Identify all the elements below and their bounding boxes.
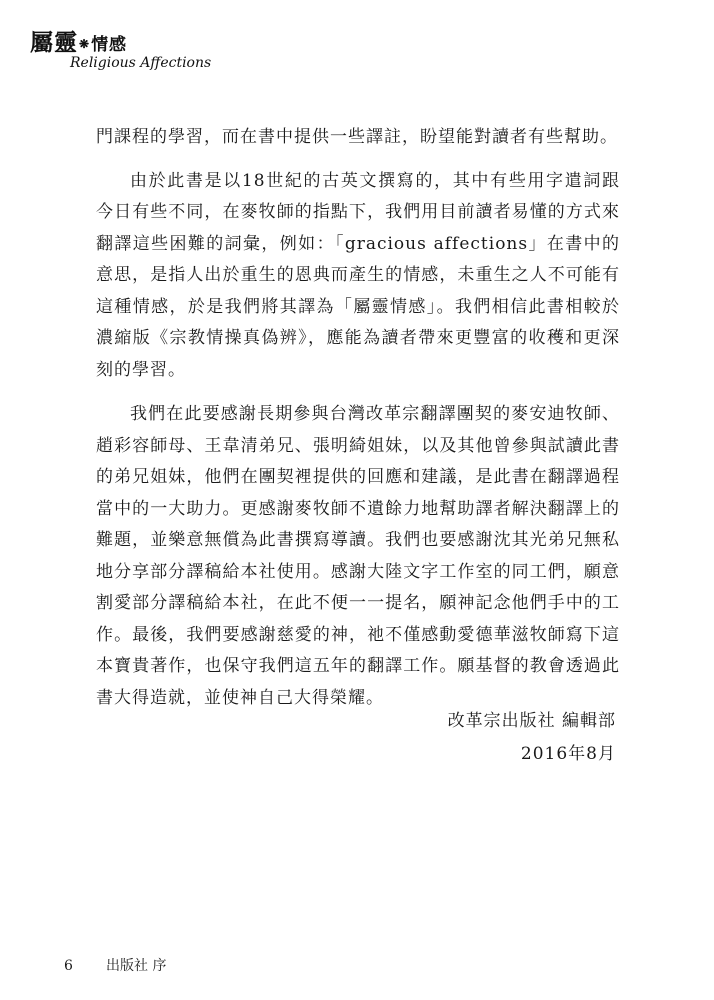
section-name: 出版社 序 [106,958,167,974]
preface-body [96,122,620,727]
logo-separator-icon: ❋ [79,37,91,51]
logo-title-part1: 屬靈 [30,29,78,56]
book-logo [30,24,212,82]
logo-english-title: Religious Affections [70,55,212,71]
page-footer [64,955,166,975]
signature-date: 2016年8月 [520,744,616,764]
logo-chinese-title [30,24,127,57]
page-number: 6 [64,958,73,974]
paragraph-continued: 門課程的學習，而在書中提供一些譯註，盼望能對讀者有些幫助。 [96,127,618,147]
publisher-name: 改革宗出版社 編輯部 [447,711,616,731]
paragraph-translation-approach: 由於此書是以18世紀的古英文撰寫的，其中有些用字遣詞跟今日有些不同，在麥牧師的指點下，我們用目前讀者易懂的方式來翻譯這些困難的詞彙，例如：「gracious affections」在書中的意思，是指人出於重生的恩典而產生的情感，未重生之人不可能有這種情感，於是我們將其譯為「屬靈情感」。我們相信此書相較於濃縮版《宗教情操真偽辨》，應能為讀者帶來更豐富的收穫和更深刻的學習。 [96,170,620,380]
paragraph-acknowledgements: 我們在此要感謝長期參與台灣改革宗翻譯團契的麥安迪牧師、趙彩容師母、王韋清弟兄、張明綺姐妹，以及其他曾參與試讀此書的弟兄姐妹，他們在團契裡提供的回應和建議，是此書在翻譯過程當中的一大助力。更感謝麥牧師不遺餘力地幫助譯者解決翻譯上的難題，並樂意無償為此書撰寫導讀。我們也要感謝沈其光弟兄無私地分享部分譯稿給本社使用。感謝大陸文字工作室的同工們，願意割愛部分譯稿給本社，在此不便一一提名，願神記念他們手中的工作。最後，我們要感謝慈愛的神，祂不僅感動愛德華滋牧師寫下這本寶貴著作，也保守我們這五年的翻譯工作。願基督的教會透過此書大得造就，並使神自己大得榮耀。 [96,404,620,708]
signature-block [448,705,616,771]
logo-title-part2: 情感 [91,35,128,55]
